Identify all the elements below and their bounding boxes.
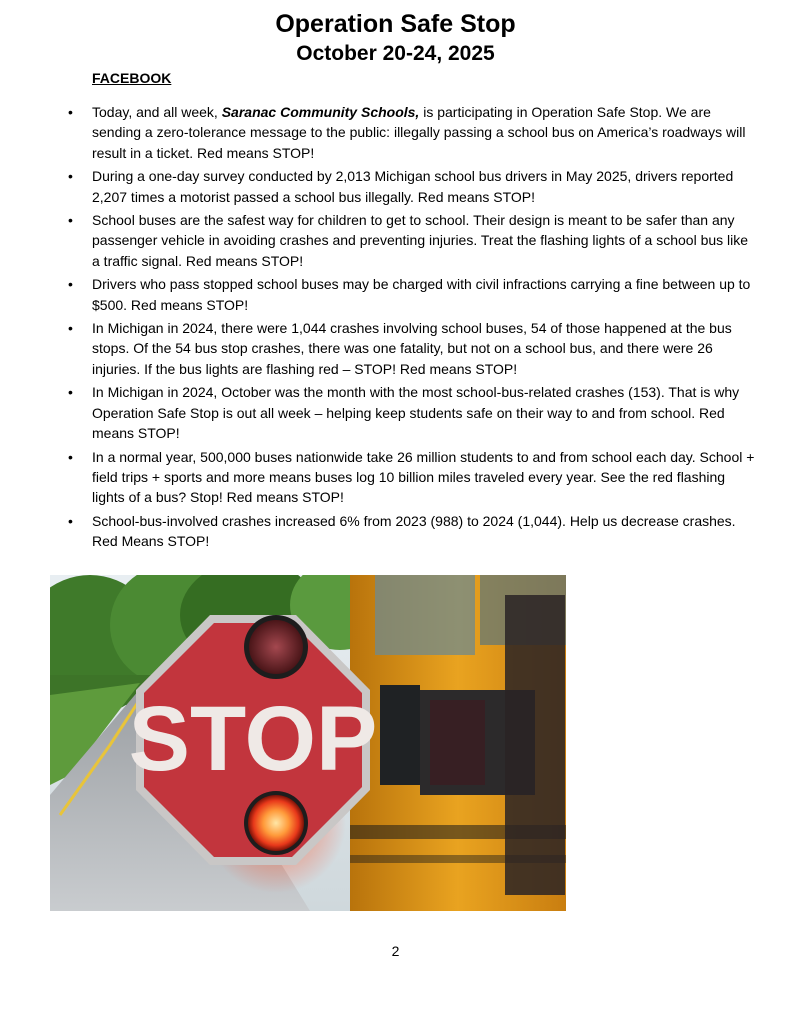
- bullet-dot: •: [68, 104, 73, 120]
- stop-sign-photo: [50, 575, 566, 911]
- bullet-list: [68, 102, 758, 555]
- bullet-dot: •: [68, 320, 73, 337]
- bullet-text-post: is participating in Operation Safe Stop. We are sending a zero-tolerance message to the public: illegally passing a school bus on America’s roadways will result in a ticket. Red means STOP!: [92, 104, 746, 161]
- bullet-text: School-bus-involved crashes increased 6% from 2023 (988) to 2024 (1,044). Help us decrease crashes. Red Means STOP!: [92, 512, 736, 550]
- bullet-dot: •: [68, 512, 73, 529]
- bullet-text: Drivers who pass stopped school buses may be charged with civil infractions carrying a fine between up to $500. Red means STOP!: [92, 276, 751, 313]
- bullet-text: In Michigan in 2024, October was the month with the most school-bus-related crashes (153). That is why Operation Safe Stop is out all week – helping keep students safe on their way to and from school. Red means STOP!: [92, 384, 740, 442]
- bullet-item: [68, 447, 758, 508]
- document-title: Operation Safe Stop: [275, 10, 516, 38]
- bullet-text: School buses are the safest way for children to get to school. Their design is meant to be safer than any passenger vehicle in avoiding crashes and preventing injuries. Treat the flashing lights of a school bus like a traffic signal. Red means STOP!: [92, 212, 749, 269]
- school-name: Saranac Community Schools,: [221, 104, 420, 120]
- bullet-dot: •: [68, 384, 73, 401]
- bullet-text: In Michigan in 2024, there were 1,044 crashes involving school buses, 54 of those happened at the bus stops. Of the 54 bus stop crashes, there was one fatality, but not on a school bus, and there were 26 injuries. If the bus lights are flashing red – STOP! Red means STOP!: [92, 320, 732, 377]
- section-heading: FACEBOOK: [92, 70, 172, 86]
- bullet-item: [68, 210, 758, 271]
- bullet-item: [68, 166, 758, 207]
- bullet-text: During a one-day survey conducted by 2,013 Michigan school bus drivers in May 2025, drivers reported 2,207 times a motorist passed a school bus illegally. Red means STOP!: [92, 168, 734, 205]
- stop-sign-text: STOP: [128, 688, 378, 790]
- document-dates: October 20-24, 2025: [296, 42, 495, 65]
- bullet-dot: •: [68, 448, 73, 465]
- bullet-item: [68, 511, 758, 552]
- page-number: 2: [391, 943, 400, 959]
- bullet-item: [68, 318, 758, 379]
- bullet-dot: •: [68, 168, 73, 185]
- bullet-item: [68, 274, 758, 315]
- bullet-text: In a normal year, 500,000 buses nationwide take 26 million students to and from school each day. School + field trips + sports and more means buses log 10 billion miles traveled every year. See the red flashing lights of a bus? Stop! Red means STOP!: [92, 448, 755, 506]
- bullet-item: [68, 102, 758, 163]
- bullet-item: [68, 382, 758, 443]
- bullet-dot: •: [68, 276, 73, 293]
- bullet-text-pre: Today, and all week,: [92, 104, 222, 120]
- bullet-dot: •: [68, 212, 73, 229]
